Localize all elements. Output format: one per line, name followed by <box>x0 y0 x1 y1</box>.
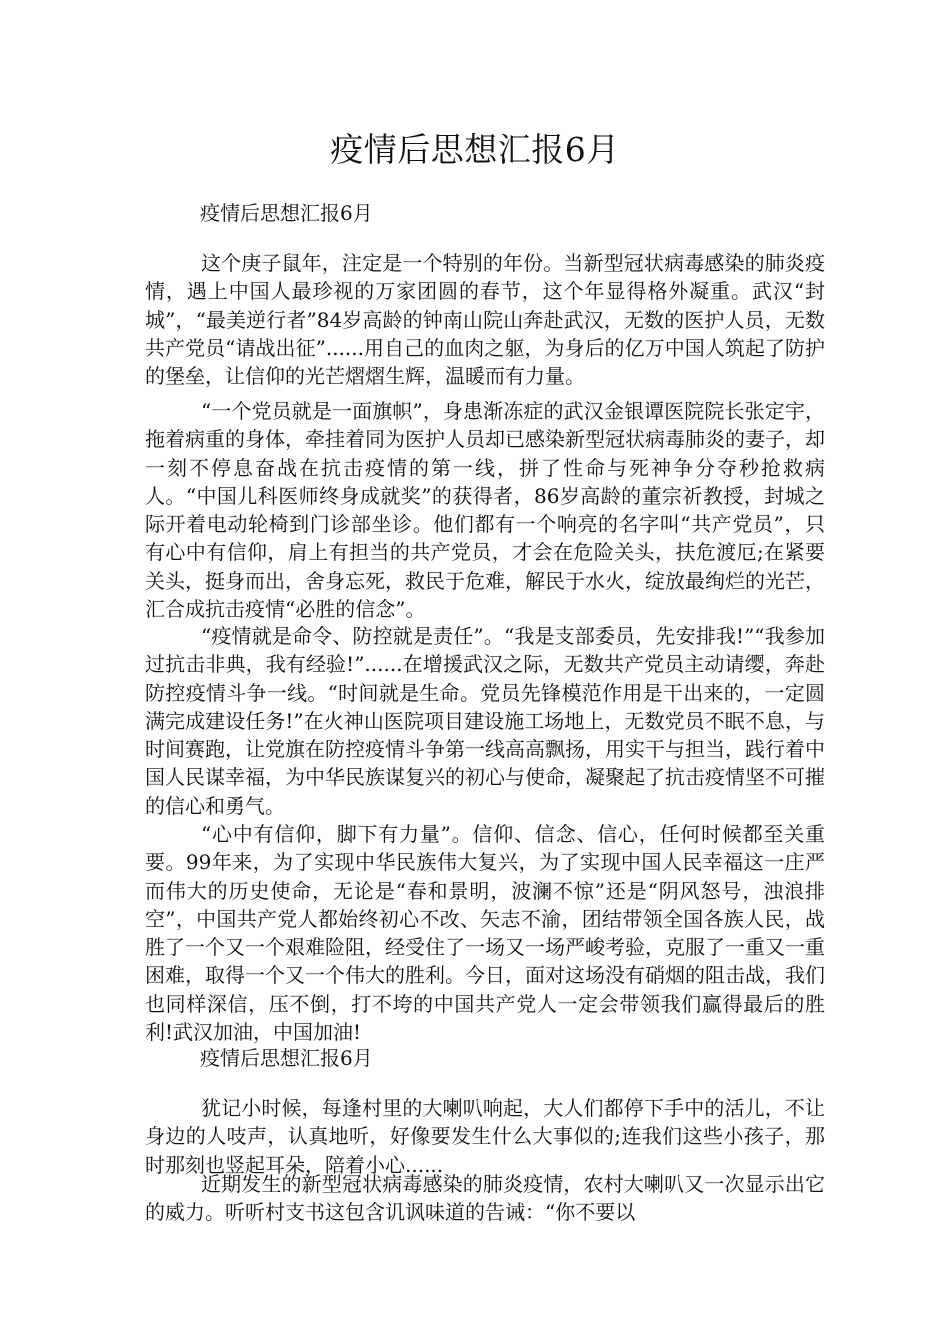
paragraph-5: 犹记小时候，每逢村里的大喇叭响起，大人们都停下手中的活儿，不让身边的人吱声，认真地听，好像要发生什么大事似的;连我们这些小孩子，那时那刻也竖起耳朵，陪着小心...... <box>145 1096 825 1177</box>
paragraph-3: “疫情就是命令、防控就是责任”。“我是支部委员，先安排我!”“我参加过抗击非典，我有经验!”......在增援武汉之际，无数共产党员主动请缨，奔赴防控疫情斗争一线。“时间就是生命。党员先锋模范作用是干出来的，一定圆满完成建设任务!”在火神山医院项目建设施工场地上，无数党员不眠不息，与时间赛跑，让党旗在防控疫情斗争第一线高高飘扬，用实干与担当，践行着中国人民谋幸福，为中华民族谋复兴的初心与使命，凝聚起了抗击疫情坚不可摧的信心和勇气。 <box>145 624 825 818</box>
paragraph-2: “一个党员就是一面旗帜”，身患渐冻症的武汉金银谭医院院长张定宇，拖着病重的身体，牵挂着同为医护人员却已感染新型冠状病毒肺炎的妻子，却一刻不停息奋战在抗击疫情的第一线，拼了性命与死神争分夺秒抢救病人。“中国儿科医师终身成就奖”的获得者，86岁高龄的董宗祈教授，封城之际开着电动轮椅到门诊部坐诊。他们都有一个响亮的名字叫“共产党员”，只有心中有信仰，肩上有担当的共产党员，才会在危险关头，扶危渡厄;在紧要关头，挺身而出，舍身忘死，救民于危难，解民于水火，绽放最绚烂的光芒，汇合成抗击疫情“必胜的信念”。 <box>145 399 825 622</box>
section-heading-2: 疫情后思想汇报6月 <box>200 1046 373 1070</box>
paragraph-4: “心中有信仰，脚下有力量”。信仰、信念、信心，任何时候都至关重要。99年来，为了实现中华民族伟大复兴，为了实现中国人民幸福这一庄严而伟大的历史使命，无论是“春和景明，波澜不惊”还是“阴风怒号，浊浪排空”，中国共产党人都始终初心不改、矢志不渝，团结带领全国各族人民，战胜了一个又一个艰难险阻，经受住了一场又一场严峻考验，克服了一重又一重困难，取得一个又一个伟大的胜利。今日，面对这场没有硝烟的阻击战，我们也同样深信，压不倒，打不垮的中国共产党人一定会带领我们赢得最后的胜利!武汉加油，中国加油! <box>145 822 825 1045</box>
paragraph-1: 这个庚子鼠年，注定是一个特别的年份。当新型冠状病毒感染的肺炎疫情，遇上中国人最珍视的万家团圆的春节，这个年显得格外凝重。武汉“封城”，“最美逆行者”84岁高龄的钟南山院山奔赴武汉，无数的医护人员，无数共产党员“请战出征”......用自己的血肉之躯，为身后的亿万中国人筑起了防护的堡垒，让信仰的光芒熠熠生辉，温暖而有力量。 <box>145 251 825 389</box>
document-title: 疫情后思想汇报6月 <box>330 130 620 169</box>
paragraph-6: 近期发生的新型冠状病毒感染的肺炎疫情，农村大喇叭又一次显示出它的威力。听听村支书这包含讥讽味道的告诫：“你不要以 <box>145 1172 825 1225</box>
section-heading-1: 疫情后思想汇报6月 <box>200 201 373 225</box>
